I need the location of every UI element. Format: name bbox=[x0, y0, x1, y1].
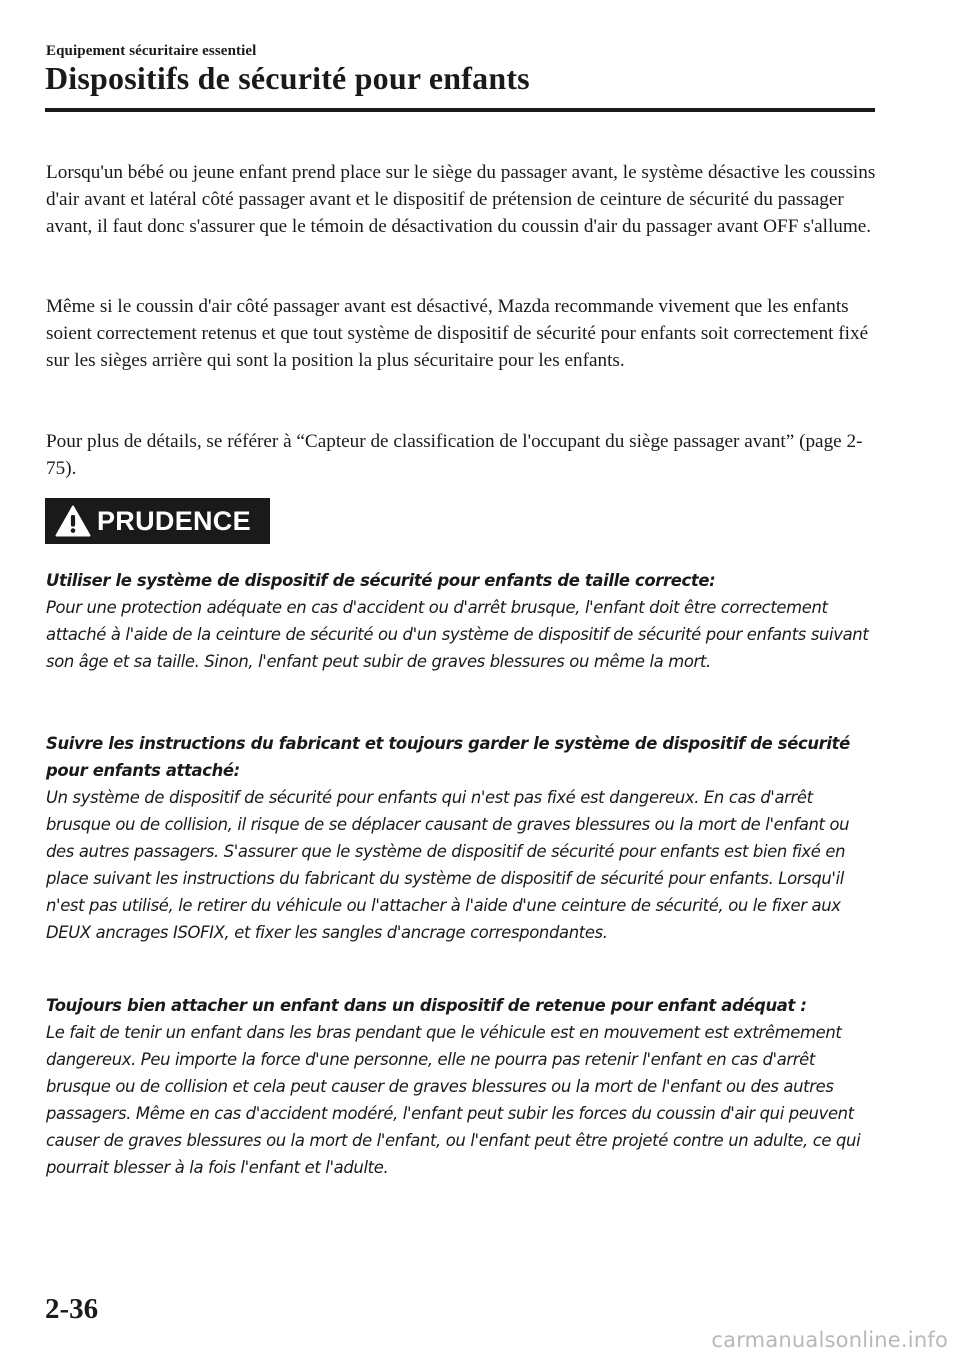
watermark: carmanualsonline.info bbox=[711, 1328, 948, 1352]
caution-item bbox=[46, 567, 881, 675]
page-number: 2-36 bbox=[45, 1293, 99, 1325]
section-label: Equipement sécuritaire essentiel bbox=[46, 43, 257, 59]
caution-item-heading: Utiliser le système de dispositif de sécurité pour enfants de taille correcte: bbox=[46, 571, 716, 590]
caution-item-text: Le fait de tenir un enfant dans les bras pendant que le véhicule est en mouvement est extrêmement dangereux. Peu importe la force d'une personne, elle ne pourra pas retenir l'enfant en cas d'arrêt brusque ou de collision et cela peut causer de graves blessures ou la mort de l'enfant ou des autres passagers. Même en cas d'accident modéré, l'enfant peut subir les forces du coussin d'air qui peuvent causer de graves blessures ou la mort de l'enfant, ou l'enfant peut être projeté contre un adulte, ce qui pourrait blesser à la fois l'enfant et l'adulte. bbox=[46, 1023, 861, 1177]
body-paragraph-2: Même si le coussin d'air côté passager avant est désactivé, Mazda recommande vivement que les enfants soient correctement retenus et que tout système de dispositif de sécurité pour enfants soit correctement fixé sur les sièges arrière qui sont la position la plus sécuritaire pour les enfants. bbox=[46, 296, 869, 371]
caution-item bbox=[46, 992, 881, 1181]
caution-item bbox=[46, 730, 881, 946]
caution-item-heading: Suivre les instructions du fabricant et toujours garder le système de dispositif de sécurité pour enfants attaché: bbox=[46, 734, 850, 780]
page-title: Dispositifs de sécurité pour enfants bbox=[45, 60, 530, 96]
caution-item-heading: Toujours bien attacher un enfant dans un dispositif de retenue pour enfant adéquat : bbox=[46, 996, 807, 1015]
caution-banner bbox=[45, 498, 270, 544]
title-rule bbox=[45, 108, 875, 112]
body-paragraph-3: Pour plus de détails, se référer à “Capteur de classification de l'occupant du siège passager avant” (page 2-75). bbox=[46, 431, 863, 479]
warning-triangle-icon bbox=[55, 505, 91, 537]
caution-item-text: Pour une protection adéquate en cas d'accident ou d'arrêt brusque, l'enfant doit être correctement attaché à l'aide de la ceinture de sécurité ou d'un système de dispositif de sécurité pour enfants suivant son âge et sa taille. Sinon, l'enfant peut subir de graves blessures ou même la mort. bbox=[46, 598, 869, 671]
caution-label: PRUDENCE bbox=[97, 505, 251, 536]
caution-item-text: Un système de dispositif de sécurité pour enfants qui n'est pas fixé est dangereux. En cas d'arrêt brusque ou de collision, il risque de se déplacer causant de graves blessures ou la mort de l'enfant ou des autres passagers. S'assurer que le système de dispositif de sécurité pour enfants est bien fixé en place suivant les instructions du fabricant du système de dispositif de sécurité pour enfants. Lorsqu'il n'est pas utilisé, le retirer du véhicule ou l'attacher à l'aide d'une ceinture de sécurité, ou le fixer aux DEUX ancrages ISOFIX, et fixer les sangles d'ancrage correspondantes. bbox=[46, 788, 850, 942]
body-paragraph-1: Lorsqu'un bébé ou jeune enfant prend place sur le siège du passager avant, le système désactive les coussins d'air avant et latéral côté passager avant et le dispositif de prétension de ceinture de sécurité du passager avant, il faut donc s'assurer que le témoin de désactivation du coussin d'air du passager avant OFF s'allume. bbox=[46, 162, 876, 237]
